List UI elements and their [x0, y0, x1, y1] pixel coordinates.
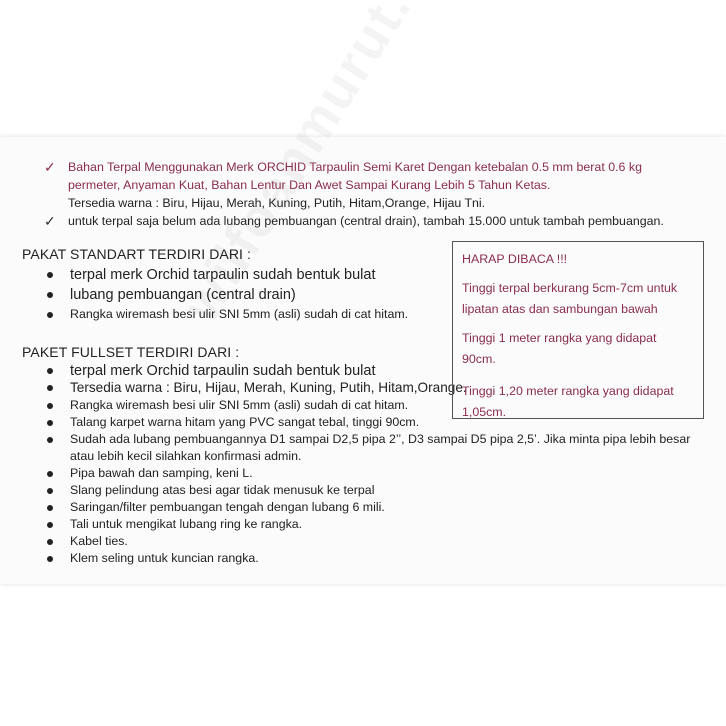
list-item: Pipa bawah dan samping, keni L.: [44, 465, 724, 482]
check-icon: ✓: [44, 213, 56, 229]
check-item-continuation: permeter, Anyaman Kuat, Bahan Lentur Dan Awet Sampai Kurang Lebih 5 Tahun Ketas.: [68, 178, 551, 192]
list-item: lubang pembuangan (central drain): [44, 285, 444, 305]
notice-line: 1,05cm.: [462, 405, 507, 419]
list-item: Klem seling untuk kuncian rangka.: [44, 550, 724, 567]
top-checklist: [44, 158, 704, 230]
notice-line: Tinggi 1 meter rangka yang didapat: [462, 331, 657, 345]
standart-heading: PAKAT STANDART TERDIRI DARI :: [22, 246, 252, 262]
list-item: Saringan/filter pembuangan tengah dengan lubang 6 mili.: [44, 499, 724, 516]
list-item: Rangka wiremash besi ulir SNI 5mm (asli) sudah di cat hitam.: [44, 306, 444, 323]
list-item: terpal merk Orchid tarpaulin sudah bentuk bulat: [44, 265, 444, 285]
list-item: Rangka wiremash besi ulir SNI 5mm (asli) sudah di cat hitam.: [44, 397, 724, 414]
notice-line: lipatan atas dan sambungan bawah: [462, 302, 658, 316]
fullset-heading: PAKET FULLSET TERDIRI DARI :: [22, 344, 240, 360]
notice-title: HARAP DIBACA !!!: [462, 252, 568, 266]
standart-list-small: [44, 306, 444, 323]
notice-line: Tinggi 1,20 meter rangka yang didapat: [462, 384, 674, 398]
list-item: Tersedia warna : Biru, Hijau, Merah, Kuning, Putih, Hitam,Orange.: [44, 379, 724, 397]
list-item: Slang pelindung atas besi agar tidak menusuk ke terpal: [44, 482, 724, 499]
check-icon: ✓: [44, 159, 56, 175]
check-item-continuation: Tersedia warna : Biru, Hijau, Merah, Kuning, Putih, Hitam,Orange, Hijau Tni.: [68, 196, 486, 210]
notice-line: 90cm.: [462, 352, 496, 366]
notice-line: Tinggi terpal berkurang 5cm-7cm untuk: [462, 281, 678, 295]
list-item: terpal merk Orchid tarpaulin sudah bentuk bulat: [44, 361, 464, 381]
notice-box: [452, 241, 704, 419]
check-item: ✓ untuk terpal saja belum ada lubang pembuangan (central drain), tambah 15.000 untuk tambah pembuangan.: [44, 213, 664, 229]
list-item: Talang karpet warna hitam yang PVC sangat tebal, tinggi 90cm.: [44, 414, 724, 431]
list-item: Sudah ada lubang pembuangannya D1 sampai D2,5 pipa 2’’, D3 sampai D5 pipa 2,5’. Jika minta pipa lebih besar: [44, 431, 724, 448]
fullset-list-main: [44, 361, 464, 381]
list-item-continuation: atau lebih kecil silahkan konfirmasi admin.: [70, 449, 302, 463]
list-item: Kabel ties.: [44, 533, 724, 550]
check-item: ✓ Bahan Terpal Menggunakan Merk ORCHID Tarpaulin Semi Karet Dengan ketebalan 0.5 mm berat 0.6 kg: [44, 159, 642, 175]
list-item: Tali untuk mengikat lubang ring ke rangka.: [44, 516, 724, 533]
standart-list: [44, 265, 444, 305]
